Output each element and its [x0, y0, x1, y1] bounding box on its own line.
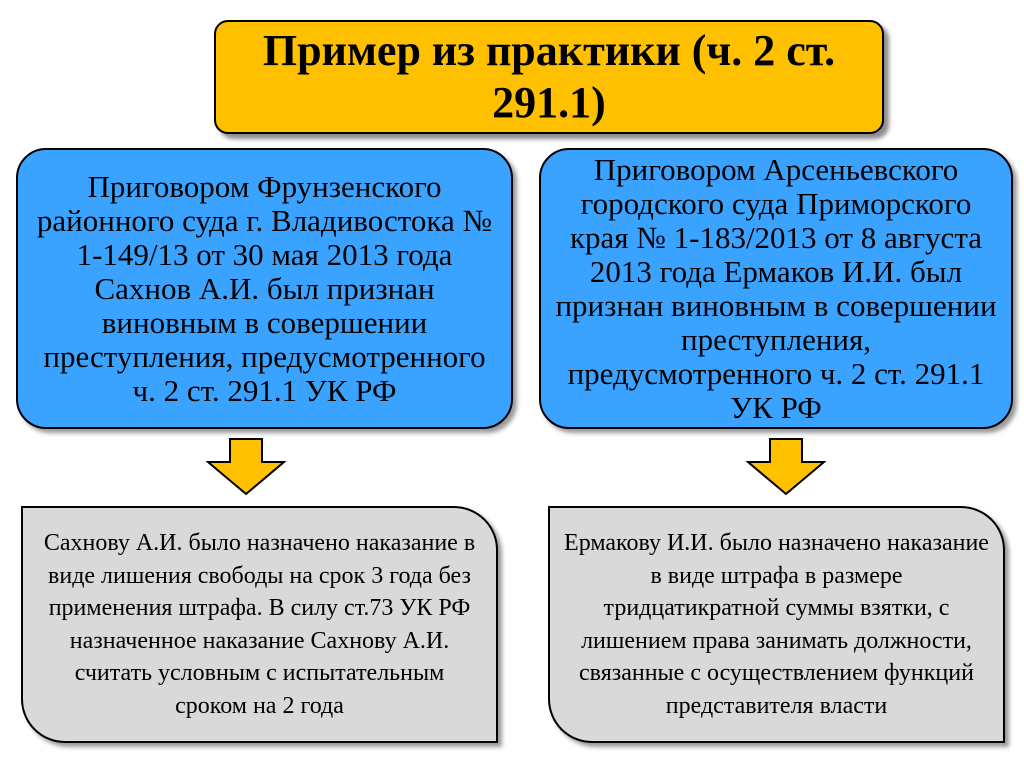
sentence-text-right: Ермакову И.И. было назначено наказание в виде штрафа в размере тридцатикратной суммы взятки, с лишением права занимать должности, связанные с осуществлением функций представителя власти: [564, 530, 989, 719]
slide-title-text: Пример из практики (ч. 2 ст. 291.1): [262, 26, 836, 127]
down-arrow-icon: [206, 438, 286, 496]
sentence-text-left: Сахнову А.И. было назначено наказание в виде лишения свободы на срок 3 года без применения штрафа. В силу ст.73 УК РФ назначенное наказание Сахнову А.И. считать условным с испытательным сроком на 2 года: [43, 530, 476, 719]
sentence-box-right: [548, 506, 1005, 743]
down-arrow-icon: [746, 438, 826, 496]
verdict-text-left: Приговором Фрунзенского районного суда г. Владивостока № 1-149/13 от 30 мая 2013 года Сахнов А.И. был признан виновным в совершении преступления, предусмотренного ч. 2 ст. 291.1 УК РФ: [36, 168, 493, 408]
sentence-box-left: [21, 506, 498, 743]
verdict-box-right: [539, 148, 1013, 429]
verdict-box-left: [16, 148, 513, 429]
verdict-text-right: Приговором Арсеньевского городского суда Приморского края № 1-183/2013 от 8 августа 2013 года Ермаков И.И. был признан виновным в совершении преступления, предусмотренного ч. 2 ст. 291.1 УК РФ: [555, 151, 997, 425]
slide-title: [214, 20, 884, 134]
